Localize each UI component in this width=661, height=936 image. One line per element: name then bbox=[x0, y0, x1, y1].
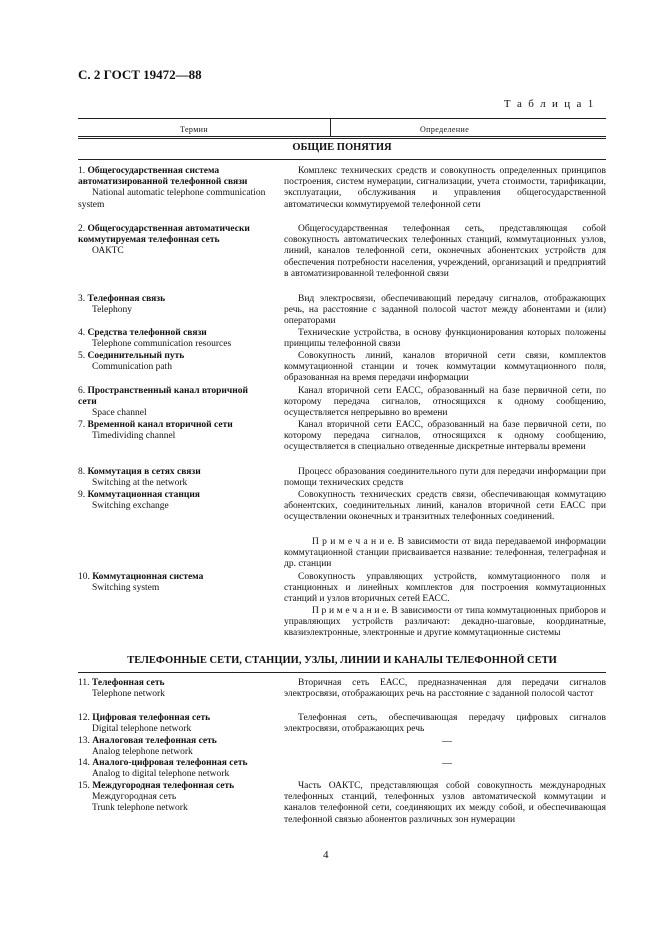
definition-entry: Канал вторичной сети ЕАСС, образованный на базе первичной сети, по которому передача сигналов, относящихся к одному сообщению, осуществляется непрерывно во времени bbox=[284, 386, 606, 419]
definition-entry: Канал вторичной сети ЕАСС, образованный на базе первичной сети, по которому передача сигналов, относящихся к одному сообщению, осуществляется в специально отведенные дискретные интервалы времени bbox=[284, 420, 606, 453]
standard-header: С. 2 ГОСТ 19472—88 bbox=[78, 67, 202, 82]
column-header-definition: Определение bbox=[420, 125, 470, 134]
section-rule bbox=[78, 672, 606, 673]
term-entry: 14. Аналого-цифровая телефонная сеть Analog to digital telephone network bbox=[78, 758, 248, 780]
definition-entry: Процесс образования соединительного пути для передачи информации при помощи технических средств bbox=[284, 467, 606, 489]
term-entry: 8. Коммутация в сетях связи Switching at the network bbox=[78, 467, 201, 489]
term-entry: 12. Цифровая телефонная сеть Digital telephone network bbox=[78, 713, 211, 735]
definition-dash: — bbox=[442, 758, 452, 769]
term-entry: 11. Телефонная сеть Telephone network bbox=[78, 678, 165, 700]
definition-entry: Совокупность технических средств связи, обеспечивающая коммутацию абонентских, соединительных линий, каналов вторичной сети ЕАСС при осуществлении оконечных и транзитных телефонных соединений. bbox=[284, 490, 606, 523]
section-title: ТЕЛЕФОННЫЕ СЕТИ, СТАНЦИИ, УЗЛЫ, ЛИНИИ И КАНАЛЫ ТЕЛЕФОННОЙ СЕТИ bbox=[127, 655, 557, 666]
header-bottom-rule bbox=[78, 136, 606, 137]
definition-entry: Комплекс технических средств и совокупность определенных принципов построения, систем нумерации, сигнализации, учета стоимости, тарификации, эксплуатации, обслуживания и управления общегосударственной автоматически коммутируемой телефонной сети bbox=[284, 166, 606, 210]
definition-note: П р и м е ч а н и е. В зависимости от вида передаваемой информации коммутационной станции присваивается название: телефонная, телеграфная и др. станции bbox=[284, 537, 606, 570]
column-divider bbox=[330, 118, 331, 137]
term-entry: 9. Коммутационная станция Switching exchange bbox=[78, 490, 200, 512]
header-bottom-rule-2 bbox=[78, 138, 606, 139]
term-entry: 6. Пространственный канал вторичной сети Space channel bbox=[78, 386, 248, 419]
definition-entry: Совокупность линий, каналов вторичной сети связи, комплектов коммутационной станции и точек коммутации коммутационного поля, образованная на время передачи информации bbox=[284, 351, 606, 384]
definition-entry: Вторичная сеть ЕАСС, предназначенная для передачи сигналов электросвязи, отображающих речь на расстояние с заданной полосой частот bbox=[284, 678, 606, 700]
column-header-term: Термин bbox=[180, 125, 209, 134]
definition-entry: Общегосударственная телефонная сеть, представляющая собой совокупность автоматических телефонных станций, коммутационных узлов, линий, каналов телефонной сети, оконечных абонентских устройств для обеспечения потребности населения, учреждений, организаций и предприятий в автоматизированной телефонной связи bbox=[284, 224, 606, 279]
term-entry: 13. Аналоговая телефонная сеть Analog telephone network bbox=[78, 736, 217, 758]
term-entry: 7. Временной канал вторичной сети Timedividing channel bbox=[78, 420, 233, 442]
definition-entry: Телефонная сеть, обеспечивающая передачу цифровых сигналов электросвязи, отображающих речь bbox=[284, 713, 606, 735]
page-number: 4 bbox=[323, 849, 329, 861]
term-entry: 10. Коммутационная система Switching system bbox=[78, 572, 204, 594]
term-entry: 3. Телефонная связь Telephony bbox=[78, 294, 166, 316]
term-entry: 4. Средства телефонной связи Telephone communication resources bbox=[78, 328, 232, 350]
table-top-rule bbox=[78, 118, 606, 119]
term-entry: 1. Общегосударственная система автоматизированной телефонной связи National automatic telephone communication system bbox=[78, 166, 266, 210]
definition-dash: — bbox=[442, 736, 452, 747]
definition-note: П р и м е ч а н и е. В зависимости от типа коммутационных приборов и управляющих устройств различают: декадно-шаговые, координатные, квазиэлектронные, электронные и другие коммутационные системы bbox=[284, 606, 606, 639]
section-rule bbox=[78, 159, 606, 160]
term-entry: 5. Соединительный путь Communication path bbox=[78, 351, 185, 373]
definition-entry: Технические устройства, в основу функционирования которых положены принципы телефонной связи bbox=[284, 328, 606, 350]
term-entry: 15. Междугородная телефонная сеть Междугородная сеть Trunk telephone network bbox=[78, 781, 235, 814]
definition-entry: Совокупность управляющих устройств, коммутационного поля и станционных и линейных комплектов для построения коммутационных станций и узлов вторичных сетей ЕАСС. bbox=[284, 572, 606, 605]
section-title: ОБЩИЕ ПОНЯТИЯ bbox=[292, 142, 392, 153]
definition-entry: Часть ОАКТС, представляющая собой совокупность международных телефонных станций, телефонных узлов автоматической коммутации и каналов телефонной сети, соединяющих их между собой, и обеспечивающая телефонной связью абонентов различных зон нумерации bbox=[284, 781, 606, 825]
table-label: Т а б л и ц а 1 bbox=[503, 98, 595, 110]
term-entry: 2. Общегосударственная автоматически коммутируемая телефонная сеть ОАКТС bbox=[78, 224, 250, 257]
definition-entry: Вид электросвязи, обеспечивающий передачу сигналов, отображающих речь, на расстояние с заданной полосой частот между абонентами и (или) операторами bbox=[284, 294, 606, 327]
